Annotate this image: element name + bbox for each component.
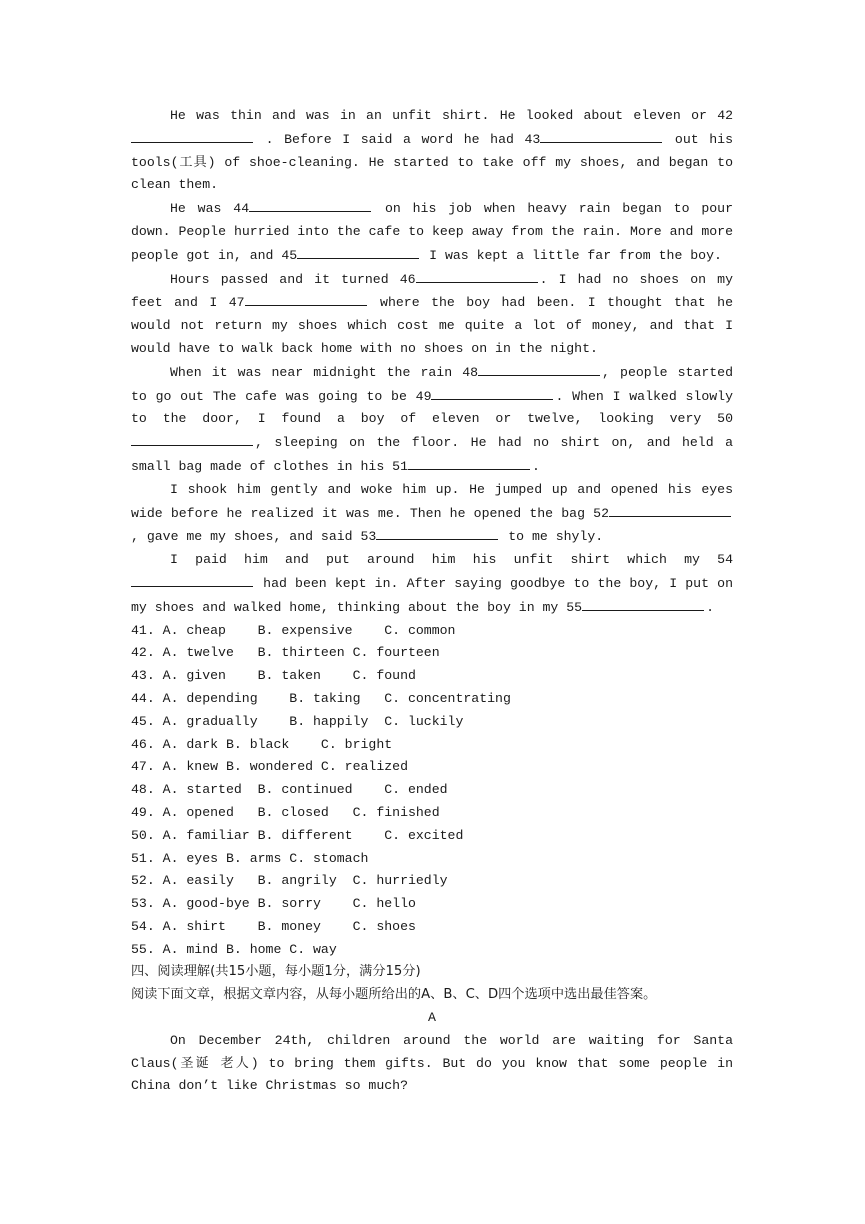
blank-number-52: 52 xyxy=(593,505,609,521)
text: He was xyxy=(170,201,234,217)
passage-paragraph-5 xyxy=(131,479,733,549)
blank-number-48: 48 xyxy=(462,364,479,380)
blank-49 xyxy=(431,385,553,400)
option-line: 46. A. dark B. black C. bright xyxy=(131,736,393,752)
text: Hours passed and it turned xyxy=(170,271,400,287)
blank-number-54: 54 xyxy=(717,552,733,568)
blank-52 xyxy=(609,502,731,517)
blank-48 xyxy=(478,361,600,376)
blank-54 xyxy=(131,572,253,587)
blank-50 xyxy=(131,431,253,446)
option-line: 53. A. good-bye B. sorry C. hello xyxy=(131,896,416,912)
option-line: 55. A. mind B. home C. way xyxy=(131,941,337,957)
passage-paragraph-2 xyxy=(131,197,733,267)
blank-number-51: 51 xyxy=(392,458,408,474)
blank-46 xyxy=(416,268,538,283)
text: He was thin and was in an unfit shirt. He looked about eleven or xyxy=(170,108,707,123)
blank-44 xyxy=(249,197,371,212)
text: , gave me my shoes, and said xyxy=(131,529,361,545)
answer-options xyxy=(131,620,733,962)
section-instruction: 阅读下面文章，根据文章内容，从每小题所给出的A、B、C、D四个选项中选出最佳答案。 xyxy=(131,987,657,1003)
blank-number-47: 47 xyxy=(228,295,245,311)
option-line: 43. A. given B. taken C. found xyxy=(131,668,416,684)
section-heading: 四、阅读理解(共15小题，每小题1分，满分15分) xyxy=(131,964,421,980)
blank-number-45: 45 xyxy=(281,247,298,263)
passage-paragraph-3 xyxy=(131,268,733,361)
blank-number-42: 42 xyxy=(717,108,734,123)
option-line: 42. A. twelve B. thirteen C. fourteen xyxy=(131,645,440,661)
blank-number-43: 43 xyxy=(524,131,541,147)
text: had been kept in. After saying goodbye to the boy, I put on my shoes and walked home, thinking about the boy in my xyxy=(131,575,733,615)
blank-number-50: 50 xyxy=(717,411,733,427)
text: to me shyly. xyxy=(500,529,604,545)
text: . xyxy=(531,458,540,474)
blank-45 xyxy=(297,244,419,259)
option-line: 54. A. shirt B. money C. shoes xyxy=(131,918,416,934)
text: . I had no shoes on my feet and I xyxy=(131,271,733,311)
blank-42 xyxy=(131,128,253,143)
blank-51 xyxy=(408,455,530,470)
text: , sleeping on the floor. He had no shirt on, and held a small bag made of clothes in his xyxy=(131,435,733,474)
passage-paragraph-4 xyxy=(131,361,733,479)
blank-47 xyxy=(245,291,367,306)
option-line: 41. A. cheap B. expensive C. common xyxy=(131,622,456,638)
text: I shook him gently and woke him up. He jumped up and opened his eyes wide before he realized it was me. Then he opened the bag xyxy=(131,481,733,521)
option-line: 48. A. started B. continued C. ended xyxy=(131,782,448,798)
blank-number-49: 49 xyxy=(415,388,432,404)
text: . Before I said a word he had xyxy=(265,131,525,147)
reading-paragraph: On December 24th, children around the world are waiting for Santa Claus(圣诞 老人) to bring them gifts. But do you know that some people in China don’t like Christmas so much? xyxy=(131,1032,733,1094)
option-line: 50. A. familiar B. different C. excited xyxy=(131,827,464,843)
blank-number-53: 53 xyxy=(360,529,377,545)
text: on his job when heavy rain began to pour down. People hurried into the cafe to keep away from the rain. More and more people got in, and xyxy=(131,201,733,263)
option-line: 44. A. depending B. taking C. concentrating xyxy=(131,690,511,706)
text: , people started to go out The cafe was going to be xyxy=(131,364,733,404)
passage-paragraph-6 xyxy=(131,549,733,619)
document-page xyxy=(131,105,733,1098)
text: I was kept a little far from the boy. xyxy=(421,247,722,263)
passage-paragraph-1 xyxy=(131,105,733,197)
part-label: A xyxy=(428,1010,436,1026)
blank-number-55: 55 xyxy=(566,599,583,615)
text: where the boy had been. I thought that he would not return my shoes which cost me quite a lot of money, and that I would have to walk back home with no shoes on in the night. xyxy=(131,295,733,356)
text: I paid him and put around him his unfit shirt which my xyxy=(170,552,718,568)
option-line: 45. A. gradually B. happily C. luckily xyxy=(131,713,464,729)
option-line: 52. A. easily B. angrily C. hurriedly xyxy=(131,873,448,889)
text: out his tools(工具) of shoe-cleaning. He started to take off my shoes, and began to clean them. xyxy=(131,131,734,193)
option-line: 51. A. eyes B. arms C. stomach xyxy=(131,850,369,866)
text: When it was near midnight the rain xyxy=(170,364,463,380)
option-line: 47. A. knew B. wondered C. realized xyxy=(131,759,408,775)
blank-43 xyxy=(540,128,662,143)
blank-number-46: 46 xyxy=(399,271,416,287)
text: . When I walked slowly to the door, I found a boy of eleven or twelve, looking very xyxy=(131,388,733,427)
blank-53 xyxy=(376,525,498,540)
option-line: 49. A. opened B. closed C. finished xyxy=(131,804,440,820)
blank-number-44: 44 xyxy=(233,201,250,217)
blank-55 xyxy=(582,596,704,611)
text: . xyxy=(706,599,715,615)
